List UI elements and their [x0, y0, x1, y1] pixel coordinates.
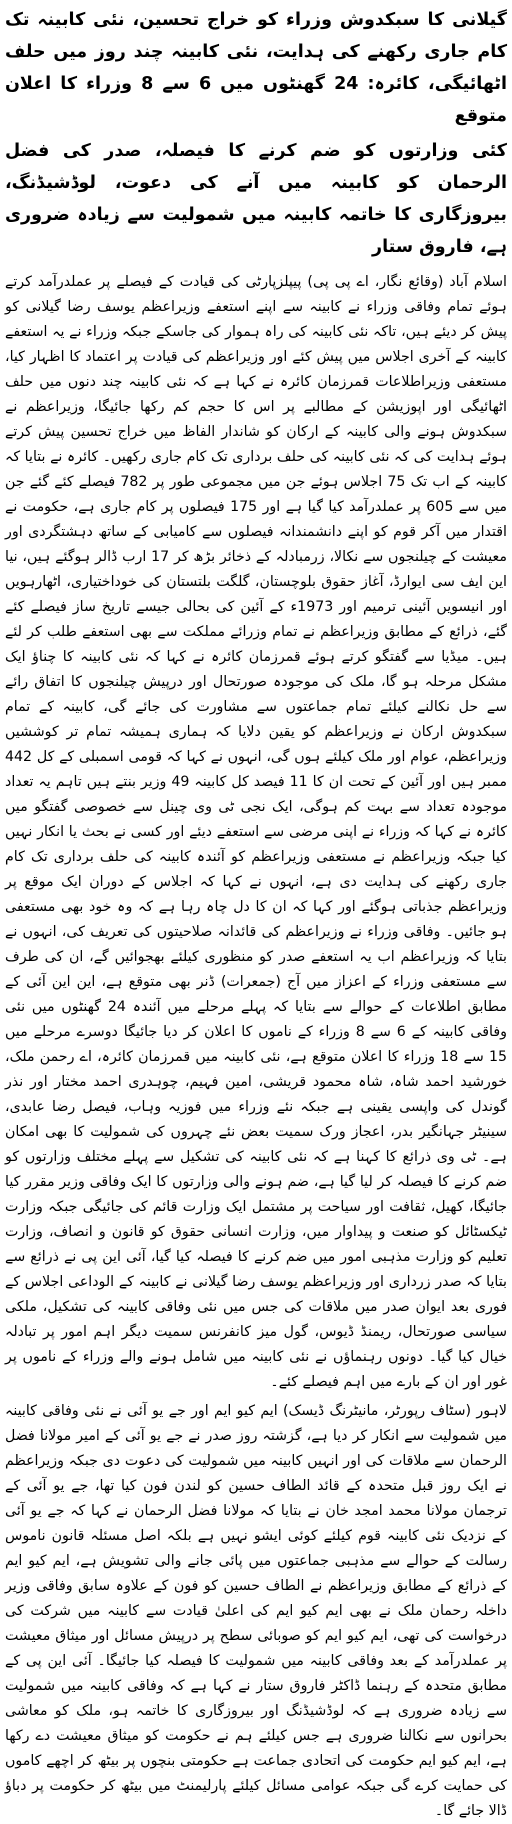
article-body-lahore: لاہور (سٹاف رپورٹر، مانیٹرنگ ڈیسک) ایم کیو ایم اور جے یو آئی نے نئی وفاقی کابینہ میں شمولیت سے انکار کر دیا ہے، گزشتہ روز صدر نے جے یو آئی کے امیر مولانا فضل الرحمان سے ملاقات کی اور انہیں کابینہ میں شمولیت کی دعوت دی جبکہ وزیراعظم نے ایک روز قبل متحدہ کے قائد الطاف حسین کو لندن فون کیا تھا، جے یو آئی کے ترجمان مولانا محمد امجد خان نے بتایا کہ مولانا فضل الرحمان نے کہا کہ جے یو آئی کے نزدیک نئی کابینہ قوم کیلئے کوئی ایشو نہیں ہے بلکہ اصل مسئلہ قانون ناموس رسالت کے حوالے سے مذہبی جماعتوں میں پائی جانے والی تشویش ہے، ایم کیو ایم کے ذرائع کے مطابق وزیراعظم نے الطاف حسین کو فون کے علاوہ سابق وفاقی وزیر داخلہ رحمان ملک نے بھی ایم کیو ایم کی اعلیٰ قیادت سے کابینہ میں شرکت کی درخواست کی تھی، ایم کیو ایم کو صوبائی سطح پر درپیش مسائل اور میثاق معیشت پر عملدرآمد کے بعد وفاقی کابینہ میں شمولیت کا فیصلہ کیا جائیگا۔ آئی این پی کے مطابق متحدہ کے رہنما ڈاکٹر فاروق ستار نے کہا ہے کہ وفاقی کابینہ میں شمولیت سے زیادہ ضروری ہے کہ لوڈشیڈنگ اور بیروزگاری کا خاتمہ ہو، ملک کو معاشی بحرانوں سے نکالنا ضروری ہے جس کیلئے ہم نے حکومت کو میثاق معیشت دے رکھا ہے، ایم کیو ایم حکومت کی اتحادی جماعت ہے حکومتی بنچوں پر بیٹھ کر اچھے کاموں کی حمایت کرے گی جبکہ عوامی مسائل کیلئے پارلیمنٹ میں بیٹھ کر حکومت پر دباؤ ڈالا جائے گا۔ — [5, 1403, 507, 1819]
headline-primary: گیلانی کا سبکدوش وزراء کو خراج تحسین، نئی کابینہ تک کام جاری رکھنے کی ہدایت، نئی کابینہ چند روز میں حلف اٹھائیگی، کائرہ: 24 گھنٹوں میں 6 سے 8 وزراء کا اعلان متوقع — [5, 10, 507, 126]
headline-secondary: کئی وزارتوں کو ضم کرنے کا فیصلہ، صدر کی فضل الرحمان کو کابینہ میں آنے کی دعوت، لوڈشیڈنگ، بیروزگاری کا خاتمہ کابینہ میں شمولیت سے زیادہ ضروری ہے، فاروق ستار — [5, 141, 507, 257]
article-body-islamabad: اسلام آباد (وقائع نگار، اے پی پی) پیپلزپارٹی کی قیادت کے فیصلے پر عملدرآمد کرتے ہوئے تمام وفاقی وزراء نے کابینہ سے اپنے استعفے وزیراعظم یوسف رضا گیلانی کو پیش کر دیئے ہیں، تاکہ نئی کابینہ کی راہ ہموار کی جاسکے جبکہ وزراء نے یہ استعفے کابینہ کے آخری اجلاس میں پیش کئے اور وزیراعظم کی قیادت پر اعتماد کا اظہار کیا، مستعفی وزیراطلاعات قمرزمان کائرہ نے کہا ہے کہ نئی کابینہ چند دنوں میں حلف اٹھائیگی اور اپوزیشن کے مطالبے پر اس کا حجم کم رکھا جائیگا، وزیراعظم نے سبکدوش ہونے والی کابینہ کے ارکان کو شاندار الفاظ میں خراج تحسین پیش کرتے ہوئے ہدایت کی کہ نئی کابینہ کی حلف برداری تک کام جاری رکھیں۔ کائرہ نے بتایا کہ کابینہ کے اب تک 75 اجلاس ہوئے جن میں مجموعی طور پر 782 فیصلے کئے گئے جن میں سے 605 پر عملدرآمد کیا گیا ہے اور 175 فیصلوں پر کام جاری ہے، حکومت نے اقتدار میں آکر قوم کو اپنے دانشمندانہ فیصلوں سے کامیابی کے ساتھ دہشتگردی اور معیشت کے چیلنجوں سے نکالا، زرمبادلہ کے ذخائر بڑھ کر 17 ارب ڈالر ہوگئے ہیں، نیا این ایف سی ایوارڈ، آغاز حقوق بلوچستان، گلگت بلتستان کی خوداختیاری، اٹھارہویں اور انیسویں آئینی ترمیم اور 1973ء کے آئین کی بحالی جیسے تاریخ ساز فیصلے کئے گئے، ذرائع کے مطابق وزیراعظم نے تمام وزرائے مملکت سے بھی استعفے طلب کر لئے ہیں۔ میڈیا سے گفتگو کرتے ہوئے قمرزمان کائرہ نے کہا کہ نئی کابینہ کا چناؤ ایک مشکل مرحلہ ہو گا، ملک کی موجودہ صورتحال اور درپیش چیلنجوں کا اتفاق رائے سے حل نکالنے کیلئے تمام جماعتوں سے مشاورت کی جائے گی، کابینہ کے تمام سبکدوش ارکان نے وزیراعظم کو یقین دلایا کہ ہماری ہمیشہ تمام تر کوششیں وزیراعظم، عوام اور ملک کیلئے ہوں گی، انہوں نے کہا کہ قومی اسمبلی کے کل 442 ممبر ہیں اور آئین کے تحت ان کا 11 فیصد کل کابینہ 49 وزیر بنتے ہیں تاہم یہ تعداد موجودہ تعداد سے بہت کم ہوگی، ایک نجی ٹی وی چینل سے خصوصی گفتگو میں کائرہ نے کہا کہ وزراء نے اپنی مرضی سے استعفے دیئے اور کسی نے بحث یا انکار نہیں کیا جبکہ وزیراعظم نے مستعفی وزیراعظم کو آئندہ کابینہ کی حلف برداری تک کام جاری رکھنے کی ہدایت دی ہے، انہوں نے کہا کہ اجلاس کے دوران ایک موقع پر وزیراعظم جذباتی ہوگئے اور کہا کہ ان کا دل چاہ رہا ہے کہ وہ خود بھی مستعفی ہو جائیں۔ وفاقی وزراء نے وزیراعظم کی قائدانہ صلاحیتوں کی تعریف کی، انہوں نے بتایا کہ وزیراعظم اب یہ استعفے صدر کو منظوری کیلئے بھجوائیں گے، ان کی طرف سے مستعفی وزراء کے اعزاز میں آج (جمعرات) ڈنر بھی متوقع ہے، این این آئی کے مطابق اطلاعات کے حوالے سے بتایا کہ پہلے مرحلے میں آئندہ 24 گھنٹوں میں نئی وفاقی کابینہ کے 6 سے 8 وزراء کے ناموں کا اعلان کر دیا جائیگا دوسرے مرحلے میں 15 سے 18 وزراء کا اعلان متوقع ہے، نئی کابینہ میں قمرزمان کائرہ، اے رحمن ملک، خورشید احمد شاہ، شاہ محمود قریشی، امین فہیم، چوہدری احمد مختار اور نذر گوندل کی واپسی یقینی ہے جبکہ نئے وزراء میں فوزیہ وہاب، فیصل رضا عابدی، سینیٹر جہانگیر بدر، اعجاز ورک سمیت بعض نئے چہروں کی شمولیت کا بھی امکان ہے۔ ٹی وی ذرائع کا کہنا ہے کہ نئی کابینہ کی تشکیل سے پہلے مختلف وزارتوں کو ضم کرنے کا فیصلہ کر لیا گیا ہے، ضم ہونے والی وزارتوں کا ایک وفاقی وزیر مقرر کیا جائیگا، کھیل، ثقافت اور سیاحت پر مشتمل ایک وزارت قائم کی جائیگی جبکہ وزارت ٹیکسٹائل کو صنعت و پیداوار میں، وزارت انسانی حقوق کو قانون و انصاف، وزارت تعلیم کو وزارت مذہبی امور میں ضم کرنے کا فیصلہ کیا گیا، آئی این پی نے ذرائع سے بتایا کہ صدر زرداری اور وزیراعظم یوسف رضا گیلانی نے کابینہ کے الوداعی اجلاس کے فوری بعد ایوان صدر میں ملاقات کی جس میں نئی وفاقی کابینہ کی تشکیل، ملکی سیاسی صورتحال، ریمنڈ ڈیوس، گول میز کانفرنس سمیت دیگر اہم امور پر تبادلہ خیال کیا گیا۔ دونوں رہنماؤں نے نئی کابینہ میں شامل ہونے والے وزراء کے ناموں پر غور اور ان کے بارے میں اہم فیصلے کئے۔ — [5, 274, 508, 1390]
